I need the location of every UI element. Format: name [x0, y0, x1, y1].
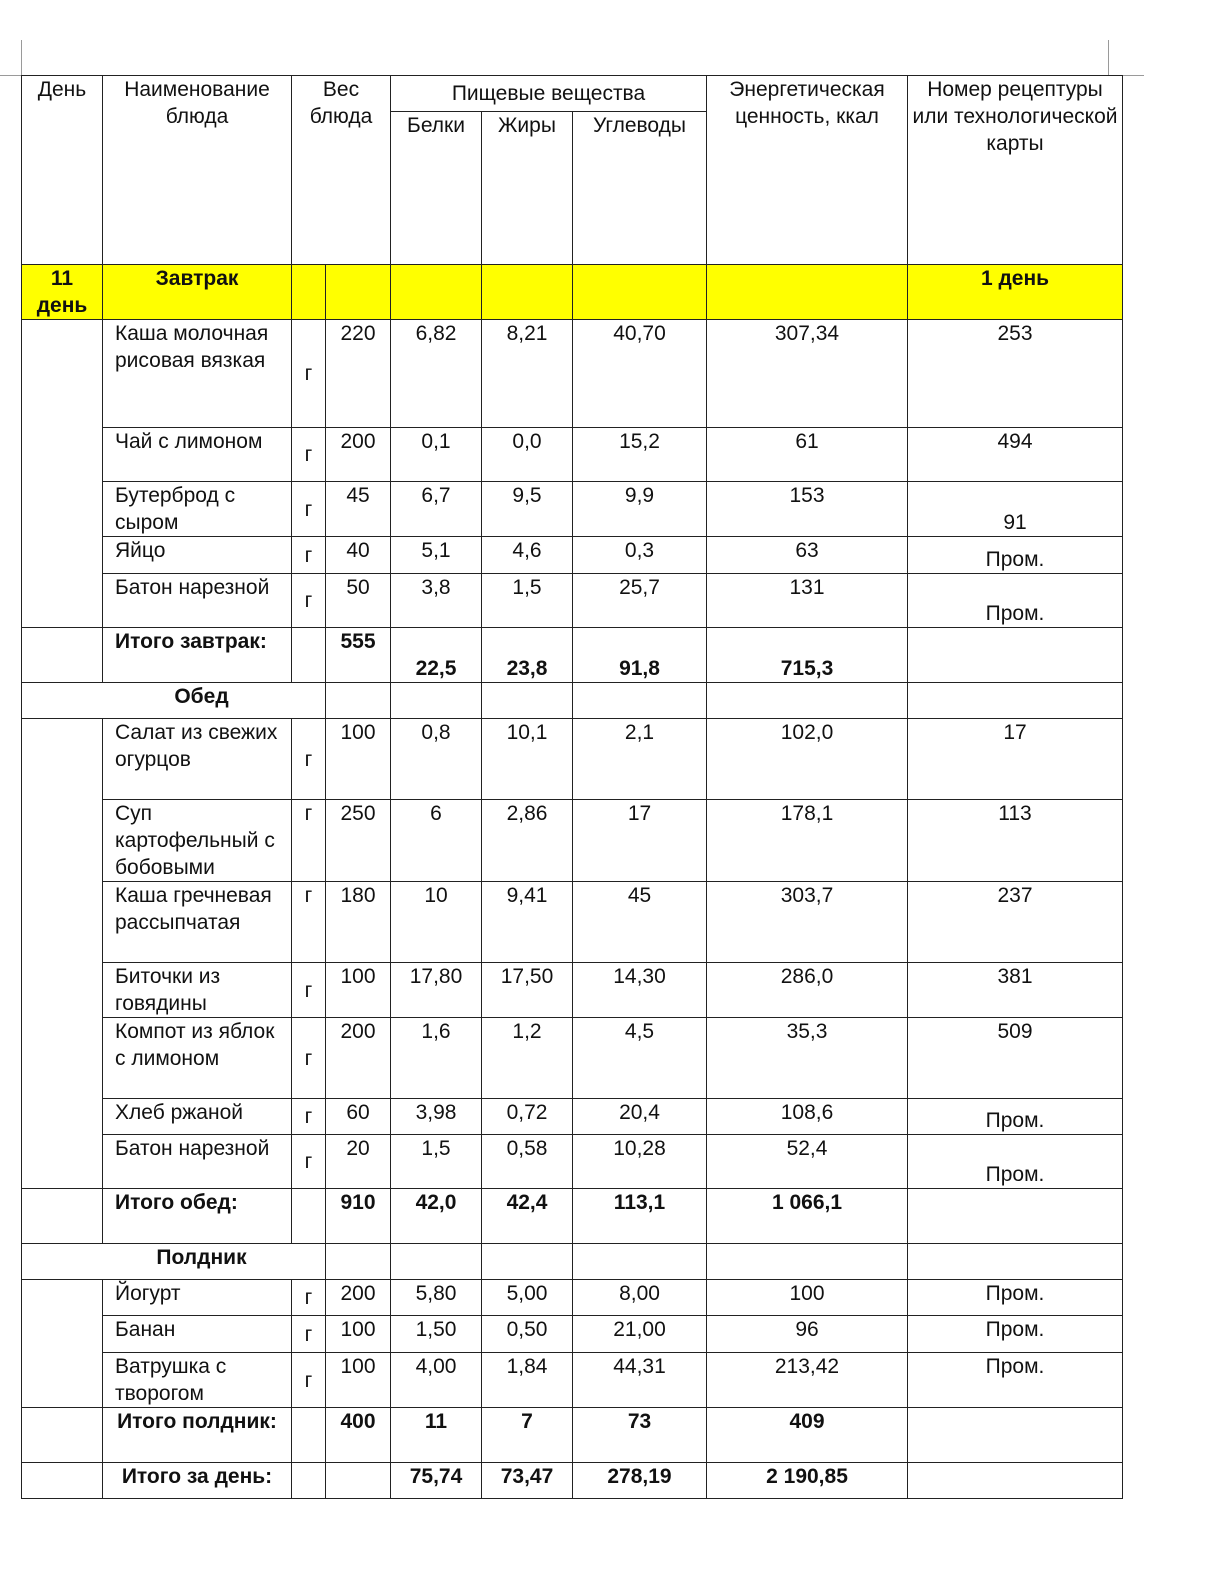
total-label: Итого полдник:	[103, 1408, 292, 1463]
dish-name: Каша гречневая рассыпчатая	[103, 882, 292, 963]
fat-cell: 9,5	[482, 482, 573, 537]
total-energy: 1 066,1	[707, 1189, 908, 1244]
energy-cell: 52,4	[707, 1135, 908, 1189]
breakfast-header-row	[22, 265, 1123, 320]
unit-cell: г	[292, 1280, 326, 1316]
protein-cell: 6,82	[391, 320, 482, 428]
day-total-energy: 2 190,85	[707, 1463, 908, 1499]
total-fat: 7	[482, 1408, 573, 1463]
carbs-cell: 17	[573, 800, 707, 882]
total-protein: 22,5	[391, 628, 482, 683]
recipe-cell: Пром.	[908, 574, 1123, 628]
total-energy: 409	[707, 1408, 908, 1463]
recipe-cell: 494	[908, 428, 1123, 482]
fat-cell: 10,1	[482, 719, 573, 800]
recipe-cell: 17	[908, 719, 1123, 800]
dish-name: Ватрушка с творогом	[103, 1353, 292, 1408]
total-carbs: 73	[573, 1408, 707, 1463]
header-row	[22, 76, 1123, 112]
breakfast-day-note: 1 день	[908, 265, 1123, 320]
recipe-cell: 91	[908, 482, 1123, 537]
weight-cell: 60	[326, 1099, 391, 1135]
carbs-cell: 44,31	[573, 1353, 707, 1408]
table-row	[22, 719, 1123, 800]
table-row	[22, 320, 1123, 428]
weight-cell: 180	[326, 882, 391, 963]
unit-cell: г	[292, 1353, 326, 1408]
header-day: День	[22, 76, 103, 265]
lunch-total-row	[22, 1189, 1123, 1244]
unit-cell: г	[292, 1099, 326, 1135]
energy-cell: 303,7	[707, 882, 908, 963]
protein-cell: 0,8	[391, 719, 482, 800]
total-carbs: 91,8	[573, 628, 707, 683]
dish-name: Батон нарезной	[103, 574, 292, 628]
protein-cell: 5,80	[391, 1280, 482, 1316]
fat-cell: 1,5	[482, 574, 573, 628]
recipe-cell: Пром.	[908, 1099, 1123, 1135]
weight-cell: 40	[326, 537, 391, 574]
dish-name: Яйцо	[103, 537, 292, 574]
dish-name: Салат из свежих огурцов	[103, 719, 292, 800]
snack-total-row	[22, 1408, 1123, 1463]
total-protein: 42,0	[391, 1189, 482, 1244]
day-total-protein: 75,74	[391, 1463, 482, 1499]
protein-cell: 6	[391, 800, 482, 882]
weight-cell: 200	[326, 428, 391, 482]
recipe-cell: Пром.	[908, 1316, 1123, 1353]
fat-cell: 2,86	[482, 800, 573, 882]
unit-cell: г	[292, 1135, 326, 1189]
table-row	[22, 1316, 1123, 1353]
protein-cell: 5,1	[391, 537, 482, 574]
energy-cell: 96	[707, 1316, 908, 1353]
dish-name: Биточки из говядины	[103, 963, 292, 1018]
recipe-cell: 113	[908, 800, 1123, 882]
carbs-cell: 2,1	[573, 719, 707, 800]
fat-cell: 1,84	[482, 1353, 573, 1408]
table-row	[22, 1280, 1123, 1316]
total-protein: 11	[391, 1408, 482, 1463]
total-fat: 42,4	[482, 1189, 573, 1244]
recipe-cell: Пром.	[908, 1353, 1123, 1408]
fat-cell: 0,0	[482, 428, 573, 482]
recipe-cell: 381	[908, 963, 1123, 1018]
menu-table	[21, 75, 1123, 1499]
day-total-carbs: 278,19	[573, 1463, 707, 1499]
protein-cell: 6,7	[391, 482, 482, 537]
recipe-cell: 509	[908, 1018, 1123, 1099]
fat-cell: 4,6	[482, 537, 573, 574]
day-total-row	[22, 1463, 1123, 1499]
fat-cell: 0,58	[482, 1135, 573, 1189]
table-row	[22, 882, 1123, 963]
carbs-cell: 10,28	[573, 1135, 707, 1189]
protein-cell: 4,00	[391, 1353, 482, 1408]
dish-name: Банан	[103, 1316, 292, 1353]
weight-cell: 200	[326, 1280, 391, 1316]
table-row	[22, 1353, 1123, 1408]
energy-cell: 213,42	[707, 1353, 908, 1408]
energy-cell: 153	[707, 482, 908, 537]
header-protein: Белки	[391, 112, 482, 265]
total-weight: 555	[326, 628, 391, 683]
weight-cell: 50	[326, 574, 391, 628]
table-row	[22, 1018, 1123, 1099]
day-label: 11 день	[22, 265, 103, 320]
dish-name: Бутерброд с сыром	[103, 482, 292, 537]
snack-header-row	[22, 1244, 1123, 1280]
total-fat: 23,8	[482, 628, 573, 683]
weight-cell: 220	[326, 320, 391, 428]
energy-cell: 286,0	[707, 963, 908, 1018]
table-row	[22, 1099, 1123, 1135]
header-carbs: Углеводы	[573, 112, 707, 265]
protein-cell: 10	[391, 882, 482, 963]
unit-cell: г	[292, 537, 326, 574]
weight-cell: 200	[326, 1018, 391, 1099]
header-energy: Энергетическая ценность, ккал	[707, 76, 908, 265]
header-weight: Вес блюда	[292, 76, 391, 265]
page-corner-mark-left-h	[0, 75, 22, 76]
carbs-cell: 20,4	[573, 1099, 707, 1135]
fat-cell: 0,72	[482, 1099, 573, 1135]
lunch-title: Обед	[22, 683, 326, 719]
carbs-cell: 40,70	[573, 320, 707, 428]
day-total-fat: 73,47	[482, 1463, 573, 1499]
unit-cell: г	[292, 574, 326, 628]
fat-cell: 5,00	[482, 1280, 573, 1316]
header-nutrients: Пищевые вещества	[391, 76, 707, 112]
energy-cell: 131	[707, 574, 908, 628]
fat-cell: 17,50	[482, 963, 573, 1018]
protein-cell: 0,1	[391, 428, 482, 482]
protein-cell: 17,80	[391, 963, 482, 1018]
carbs-cell: 14,30	[573, 963, 707, 1018]
page-corner-mark-left-v	[21, 40, 22, 76]
protein-cell: 1,50	[391, 1316, 482, 1353]
energy-cell: 108,6	[707, 1099, 908, 1135]
header-fat: Жиры	[482, 112, 573, 265]
table-row	[22, 800, 1123, 882]
snack-title: Полдник	[22, 1244, 326, 1280]
weight-cell: 100	[326, 1316, 391, 1353]
unit-cell: г	[292, 320, 326, 428]
unit-cell: г	[292, 800, 326, 882]
energy-cell: 61	[707, 428, 908, 482]
protein-cell: 3,98	[391, 1099, 482, 1135]
carbs-cell: 45	[573, 882, 707, 963]
fat-cell: 1,2	[482, 1018, 573, 1099]
energy-cell: 178,1	[707, 800, 908, 882]
fat-cell: 0,50	[482, 1316, 573, 1353]
total-weight: 400	[326, 1408, 391, 1463]
weight-cell: 100	[326, 1353, 391, 1408]
energy-cell: 307,34	[707, 320, 908, 428]
table-row	[22, 574, 1123, 628]
energy-cell: 100	[707, 1280, 908, 1316]
fat-cell: 9,41	[482, 882, 573, 963]
unit-cell: г	[292, 882, 326, 963]
lunch-header-row	[22, 683, 1123, 719]
carbs-cell: 8,00	[573, 1280, 707, 1316]
recipe-cell: 253	[908, 320, 1123, 428]
table-row	[22, 482, 1123, 537]
dish-name: Батон нарезной	[103, 1135, 292, 1189]
recipe-cell: Пром.	[908, 1135, 1123, 1189]
protein-cell: 3,8	[391, 574, 482, 628]
total-label: Итого завтрак:	[103, 628, 292, 683]
weight-cell: 100	[326, 719, 391, 800]
energy-cell: 63	[707, 537, 908, 574]
table-row	[22, 1135, 1123, 1189]
carbs-cell: 15,2	[573, 428, 707, 482]
table-row	[22, 537, 1123, 574]
total-carbs: 113,1	[573, 1189, 707, 1244]
energy-cell: 102,0	[707, 719, 908, 800]
recipe-cell: Пром.	[908, 1280, 1123, 1316]
day-total-label: Итого за день:	[103, 1463, 292, 1499]
carbs-cell: 0,3	[573, 537, 707, 574]
protein-cell: 1,6	[391, 1018, 482, 1099]
unit-cell: г	[292, 428, 326, 482]
weight-cell: 45	[326, 482, 391, 537]
total-weight: 910	[326, 1189, 391, 1244]
total-label: Итого обед:	[103, 1189, 292, 1244]
breakfast-title: Завтрак	[103, 265, 292, 320]
header-recipe: Номер рецептуры или технологической карты	[908, 76, 1123, 265]
header-dish: Наименование блюда	[103, 76, 292, 265]
dish-name: Хлеб ржаной	[103, 1099, 292, 1135]
dish-name: Суп картофельный с бобовыми	[103, 800, 292, 882]
recipe-cell: 237	[908, 882, 1123, 963]
unit-cell: г	[292, 963, 326, 1018]
fat-cell: 8,21	[482, 320, 573, 428]
energy-cell: 35,3	[707, 1018, 908, 1099]
unit-cell: г	[292, 719, 326, 800]
unit-cell: г	[292, 1316, 326, 1353]
unit-cell: г	[292, 482, 326, 537]
dish-name: Каша молочная рисовая вязкая	[103, 320, 292, 428]
recipe-cell: Пром.	[908, 537, 1123, 574]
dish-name: Йогурт	[103, 1280, 292, 1316]
protein-cell: 1,5	[391, 1135, 482, 1189]
carbs-cell: 25,7	[573, 574, 707, 628]
carbs-cell: 4,5	[573, 1018, 707, 1099]
total-energy: 715,3	[707, 628, 908, 683]
weight-cell: 250	[326, 800, 391, 882]
table-row	[22, 428, 1123, 482]
dish-name: Чай с лимоном	[103, 428, 292, 482]
dish-name: Компот из яблок с лимоном	[103, 1018, 292, 1099]
carbs-cell: 9,9	[573, 482, 707, 537]
breakfast-total-row	[22, 628, 1123, 683]
carbs-cell: 21,00	[573, 1316, 707, 1353]
unit-cell: г	[292, 1018, 326, 1099]
table-row	[22, 963, 1123, 1018]
weight-cell: 100	[326, 963, 391, 1018]
weight-cell: 20	[326, 1135, 391, 1189]
page-corner-mark-right-v	[1108, 40, 1109, 76]
